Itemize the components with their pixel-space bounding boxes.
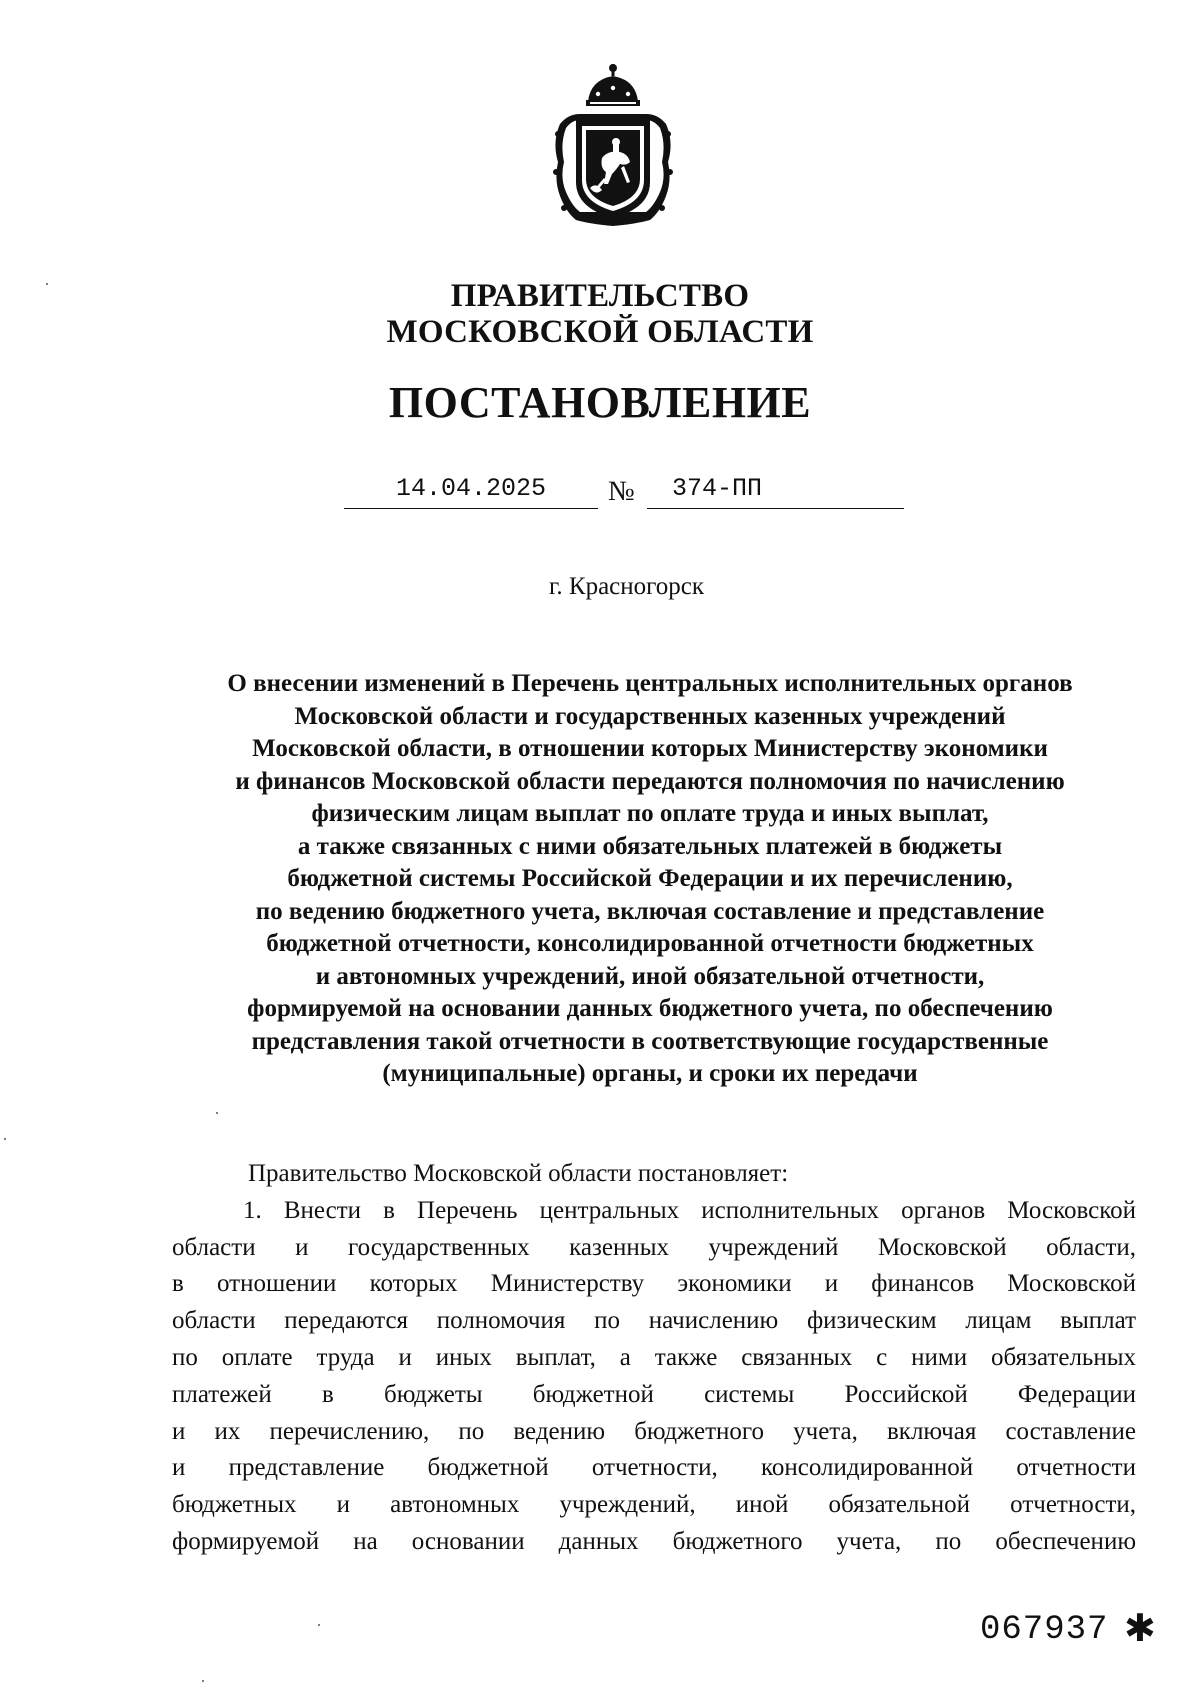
body-line: и их перечислению, по ведению бюджетного учета, включая составление bbox=[172, 1417, 1136, 1445]
document-body bbox=[172, 1156, 1136, 1561]
number-sign: № bbox=[608, 476, 635, 507]
government-name-line1: ПРАВИТЕЛЬСТВО bbox=[450, 278, 750, 314]
document-type-title: ПОСТАНОВЛЕНИЕ bbox=[388, 378, 812, 427]
heading-line: и финансов Московской области передаются полномочия по начислению bbox=[235, 767, 1065, 795]
heading-line: формируемой на основании данных бюджетного учета, по обеспечению bbox=[247, 995, 1053, 1022]
body-line: по оплате труда и иных выплат, а также связанных с ними обязательных bbox=[172, 1343, 1136, 1371]
heading-line: бюджетной системы Российской Федерации и их перечислению, bbox=[287, 865, 1013, 892]
body-line: области и государственных казенных учреждений Московской области, bbox=[172, 1233, 1136, 1261]
heading-line: Московской области и государственных казенных учреждений bbox=[294, 702, 1006, 730]
scan-speck bbox=[318, 1624, 320, 1626]
document-heading bbox=[150, 668, 1150, 1091]
government-name-line2: МОСКОВСКОЙ ОБЛАСТИ bbox=[386, 314, 814, 350]
body-line: 1. Внести в Перечень центральных исполнительных органов Московской bbox=[243, 1196, 1136, 1224]
heading-line: (муниципальные) органы, и сроки их передачи bbox=[382, 1060, 918, 1087]
body-line: и представление бюджетной отчетности, консолидированной отчетности bbox=[172, 1454, 1136, 1482]
scan-speck bbox=[216, 1112, 218, 1114]
coat-of-arms-emblem bbox=[550, 62, 676, 228]
document-number-field bbox=[647, 472, 904, 509]
body-line: формируемой на основании данных бюджетного учета, по обеспечению bbox=[172, 1527, 1136, 1555]
document-date: 14.04.2025 bbox=[344, 472, 598, 509]
heading-line: бюджетной отчетности, консолидированной отчетности бюджетных bbox=[266, 930, 1034, 957]
heading-line: по ведению бюджетного учета, включая составление и представление bbox=[255, 897, 1045, 925]
heading-line: Московской области, в отношении которых Министерству экономики bbox=[252, 735, 1048, 762]
body-line: в отношении которых Министерству экономики и финансов Московской bbox=[172, 1270, 1136, 1298]
asterisk-icon: ✱ bbox=[1124, 1606, 1156, 1650]
body-line: платежей в бюджеты бюджетной системы Российской Федерации bbox=[172, 1380, 1136, 1408]
body-preamble: Правительство Московской области постановляет: bbox=[248, 1160, 789, 1187]
body-line: бюджетных и автономных учреждений, иной обязательной отчетности, bbox=[172, 1491, 1136, 1519]
scan-speck bbox=[4, 1138, 6, 1140]
document-number: 374-ПП bbox=[672, 474, 763, 503]
heading-line: представления такой отчетности в соответствующие государственные bbox=[251, 1027, 1049, 1055]
serial-number: 067937 bbox=[980, 1611, 1109, 1649]
heading-line: физическим лицам выплат по оплате труда и иных выплат, bbox=[311, 800, 989, 827]
heading-line: и автономных учреждений, иной обязательной отчетности, bbox=[315, 962, 985, 990]
scan-speck bbox=[46, 283, 48, 285]
date-number-row bbox=[344, 472, 904, 512]
heading-line: а также связанных с ними обязательных платежей в бюджеты bbox=[297, 832, 1003, 860]
body-line: области передаются полномочия по начислению физическим лицам выплат bbox=[172, 1307, 1136, 1335]
city-location: г. Красногорск bbox=[548, 573, 705, 600]
heading-line: О внесении изменений в Перечень центральных исполнительных органов bbox=[227, 670, 1073, 697]
scan-speck bbox=[202, 1680, 204, 1682]
